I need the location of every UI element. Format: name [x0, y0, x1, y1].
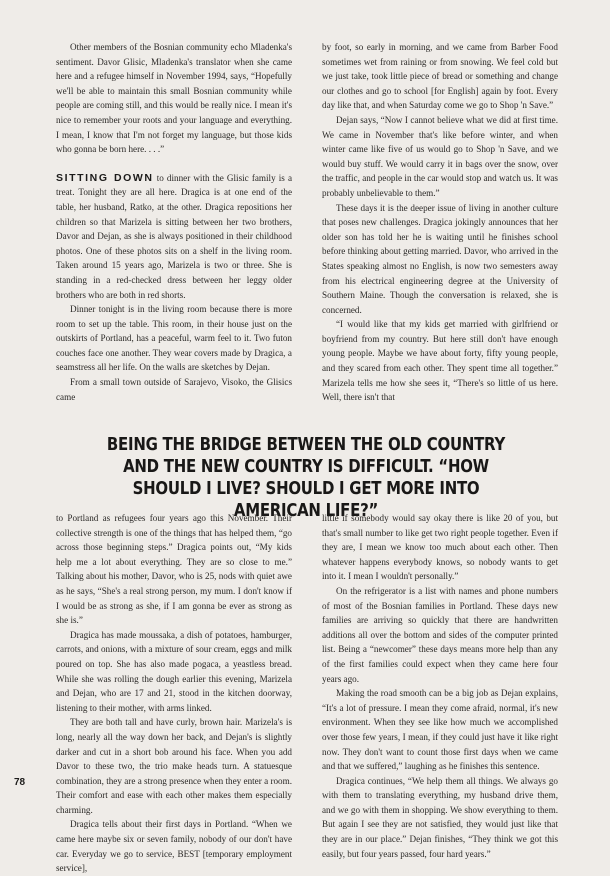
- column-bottom-left: [56, 511, 292, 876]
- section-run-in-heading: SITTING DOWN: [56, 171, 154, 184]
- paragraph: by foot, so early in morning, and we came from Barber Food sometimes wet from raining or from snowing. We feel cold but we just take, took little piece of bread or something and change our clothes and go to school [for English] again by foot. Every day like that, and when Saturday come we go to Shop 'n Save.”: [322, 42, 558, 111]
- paragraph: Dragica tells about their first days in Portland. “When we came here maybe six or seven family, nobody of our don't have car. Everyday we go to service, BEST [temporary employment service],: [56, 819, 292, 874]
- paragraph: Dinner tonight is in the living room because there is more room to set up the table. This room, in their house just on the outskirts of Portland, has a peaceful, warm feel to it. Two futon couches face one another. They wear covers made by Dragica, a seamstress all her life. On the walls are sketches by Dejan.: [56, 304, 292, 373]
- paragraph: On the refrigerator is a list with names and phone numbers of most of the Bosnian families in Portland. These days new families are arriving so quickly that there are handwritten additions all over the bottom and sides of the computer printed list. Being a “newcomer” these days means more help than any of the first families could expect when they came here four years ago.: [322, 585, 558, 684]
- paragraph: They are both tall and have curly, brown hair. Marizela's is long, nearly all the way down her back, and Dejan's is slightly darker and cut in a short bob around his face. When you add Davor to these two, the trio make heads turn. A statuesque combination, they are a strong presence when they enter a room. Their comfort and ease with each other makes them especially charming.: [56, 717, 292, 815]
- paragraph: Dejan says, “Now I cannot believe what we did at first time. We came in November that's like before winter, and when winter came like five of us would go to Shop 'n Save, and we would buy stuff. We would carry it in bags over the snow, over the traffic, and people in the car would stop and watch us. It was probably unbelievable to them.”: [322, 114, 558, 198]
- paragraph: Dragica has made moussaka, a dish of potatoes, hamburger, carrots, and onions, with a mixture of sour cream, eggs and milk poured on top. She has also made pogaca, a yeastless bread. While she was rolling the dough earlier this evening, Marizela and Dejan, who are 17 and 21, stood in the kitchen doorway, listening to their mother, with arms linked.: [56, 629, 292, 713]
- pull-quote: BEING THE BRIDGE BETWEEN THE OLD COUNTRY AND THE NEW COUNTRY IS DIFFICULT. “HOW SHOULD I LIVE? SHOULD I GET MORE INTO AMERICAN LIFE?”: [106, 435, 506, 521]
- paragraph: to Portland as refugees four years ago this November. Their collective strength is one of the things that has helped them, “go across those beginning steps.” Dragica points out, “My kids help me a lot about everything. They are so close to me.” Talking about his mother, Davor, who is 25, nods with quiet awe as he says, “She's a real strong person, my mum. I don't know if I would be as strong as she, if I am gonna be ever as strong as she is.”: [56, 513, 292, 626]
- column-bottom-right: [322, 511, 558, 861]
- column-top-left: [56, 40, 292, 404]
- paragraph: Other members of the Bosnian community echo Mladenka's sentiment. Davor Glisic, Mladenka's translator when she came here and a refugee himself in November 1994, says, “Hopefully we'll be able to maintain this small Bosnian community while people are coming still, and this would be really nice. I mean it's nice to remember your roots and your language and everything. I mean, I know that I'm not forget my language, but those kids who gonna be born here. . . .”: [56, 42, 292, 155]
- column-top-right: [322, 40, 558, 405]
- paragraph: little if somebody would say okay there is like 20 of you, but that's small number to like get two right people together. Even if they are, I mean we know too much about each other. Then whatever happens everybody knows, so nobody wants to get into it. I mean I wouldn't personally.”: [322, 513, 558, 582]
- paragraph: Dragica continues, “We help them all things. We always go with them to translating everything, my husband drive them, and we go with them in shopping. We show everything to them. But again I see they are not satisfied, they would just like that they are in our place.” Dejan finishes, “They think we got this easily, but four years passed, four hard years.”: [322, 775, 558, 859]
- section-paragraph-text: to dinner with the Glisic family is a treat. Tonight they are all here. Dragica is at one end of the table, her husband, Ratko, at the other. Dragica repositions her children so that Marizela is sitting between her two brothers, Davor and Dejan, as she is always positioned in their childhood photos. One of these photos sits on a shelf in the living room. Taken around 15 years ago, Marizela is two or three. She is standing in a red-checked dress between her leggy older brothers who are both in red shorts.: [56, 172, 292, 300]
- section-paragraph: [56, 171, 292, 302]
- paragraph: From a small town outside of Sarajevo, Visoko, the Glisics came: [56, 377, 292, 402]
- paragraph: These days it is the deeper issue of living in another culture that poses new challenges. Dragica jokingly announces that her older son has told her he is waiting until he finishes school before thinking about getting married. Davor, who arrived in the States speaking almost no English, is now two semesters away from his electrical engineering degree at the University of Southern Maine. Though the conversation is relaxed, she is concerned.: [322, 202, 558, 315]
- paragraph: Making the road smooth can be a big job as Dejan explains, “It's a lot of pressure. I mean they come afraid, normal, it's new environment. When they see like how much we accomplished over those few years, I mean, if they could just have it like right now. They don't want to count those first days when we came and that we suffered,” laughing as he finishes this sentence.: [322, 688, 558, 772]
- paragraph: “I would like that my kids get married with girlfriend or boyfriend from my country. But here still don't have enough young people. Maybe we have about forty, fifty young people, and they scared from each other. They spent time all together.” Marizela tells me how she sees it, “There's so little of us here. Well, there isn't that: [322, 319, 558, 403]
- page-number: 78: [14, 777, 26, 788]
